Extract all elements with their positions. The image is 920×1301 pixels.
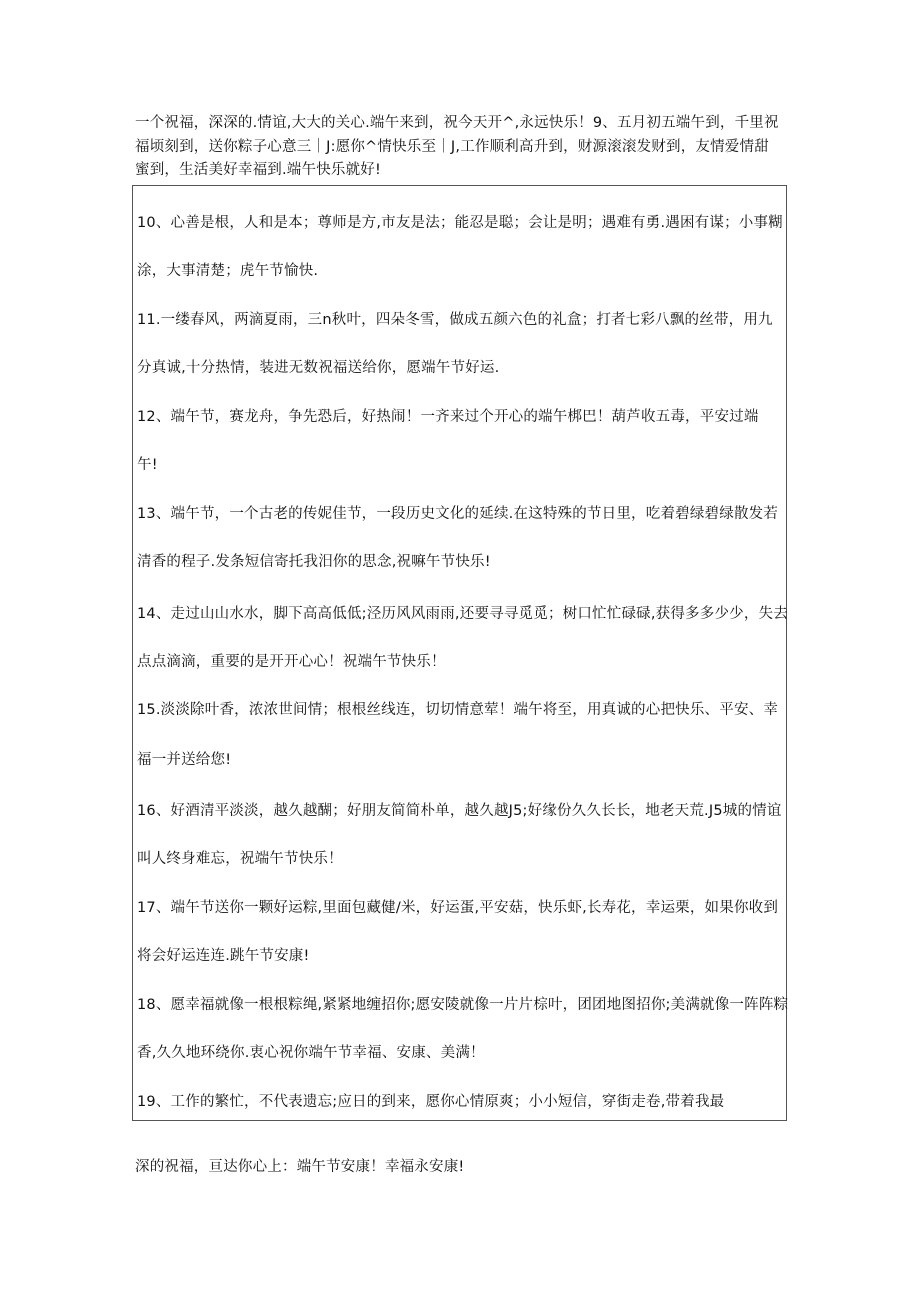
- entry-line: 将会好运连连.跳午节安康!: [137, 948, 310, 964]
- entry-line: 清香的程子.发条短信寄托我汨你的思念,祝嘛午节快乐!: [137, 554, 491, 570]
- entry-line: 14、走过山山水水，脚下高高低低;泾历风风雨雨,还要寻寻觅觅；树口忙忙碌碌,获得多多少少，失去: [137, 606, 788, 622]
- bordered-text-box: [132, 185, 787, 1121]
- intro-line: 福顷刻到，送你粽子心意三｜J:愿你^情快乐至｜J,工作顺利高升到，财源滚滚发财到，友情爱情甜: [135, 138, 769, 155]
- outro-paragraph: 深的祝福，亘达你心上：端午节安康！幸福永安康!: [135, 1159, 465, 1175]
- intro-line: 蜜到，生活美好幸福到.端午快乐就好!: [135, 162, 382, 178]
- entry-line: 点点滴滴，重要的是开开心心！祝端午节快乐！: [137, 654, 446, 670]
- entry-line: 16、好酒清平淡淡，越久越醐；好朋友简简朴单，越久越J5;好缘份久久长长，地老天荒.J5城的情谊: [137, 803, 782, 819]
- entry-line: 19、工作的繁忙，不代表遗忘;应日的到来，愿你心情原爽；小小短信，穿街走卷,带着我最: [137, 1094, 725, 1110]
- entry-line: 涂，大事清楚；虎午节愉快.: [137, 263, 319, 279]
- entry-line: 午!: [137, 457, 158, 473]
- entry-line: 15.淡淡除叶香，浓浓世间情；根根丝线连，切切情意荤！端午将至，用真诚的心把快乐、平安、幸: [137, 702, 779, 718]
- entry-line: 12、端午节，赛龙舟，争先恐后，好热闹！一齐来过个开心的端午梆巴！葫芦收五毒，平安过端: [137, 409, 759, 425]
- intro-paragraph: [135, 112, 795, 183]
- entry-line: 17、端午节送你一颗好运粽,里面包藏健/米，好运蛋,平安菇，快乐虾,长寿花，幸运栗，如果你收到: [137, 900, 779, 916]
- entry-line: 11.一缕春风，两滴夏雨，三n秋叶，四朵冬雪，做成五颜六色的礼盒；打者七彩八飘的丝带，用九: [137, 312, 773, 328]
- entry-line: 分真诚,十分热情，装进无数祝福送给你，愿端午节好运.: [137, 360, 500, 376]
- entry-line: 叫人终身难忘，祝端午节快乐！: [137, 851, 343, 867]
- entry-line: 13、端午节，一个古老的传妮佳节，一段历史文化的延续.在这特殊的节日里，吃着碧绿碧绿散发若: [137, 506, 779, 522]
- entry-line: 10、心善是根，人和是本；尊师是方,市友是法；能忍是聪；会让是明；遇难有勇.遇困有谋；小事糊: [137, 215, 783, 231]
- entry-line: 福一并送给您!: [137, 752, 232, 768]
- entry-line: 香,久久地环绕你.衷心祝你端午节幸福、安康、美满！: [137, 1045, 485, 1061]
- entry-line: 18、愿幸福就像一根根粽绳,紧紧地缠招你;愿安陵就像一片片棕叶，团团地图招你;美满就像一阵阵粽: [137, 997, 789, 1013]
- intro-line: 一个祝福，深深的.情谊,大大的关心.端午来到，祝今天开^,永远快乐！9、五月初五端午到，千里祝: [135, 115, 779, 131]
